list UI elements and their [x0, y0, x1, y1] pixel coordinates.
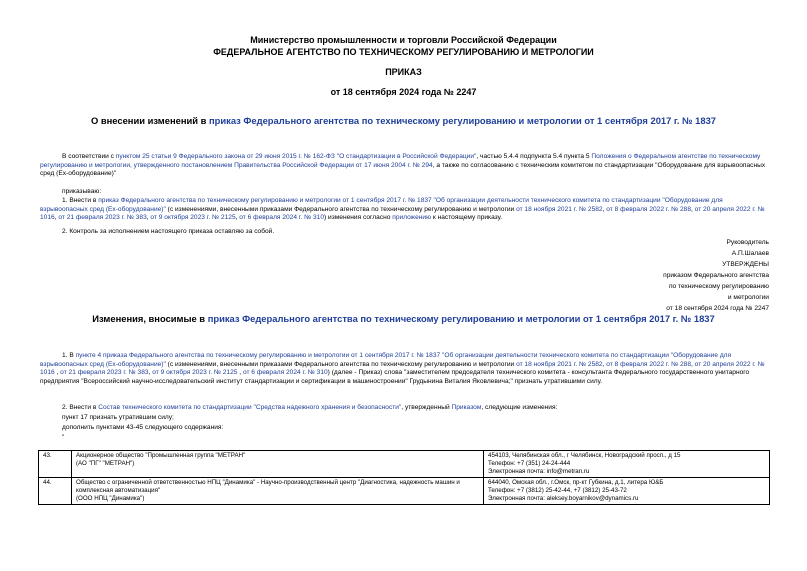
address: 644040, Омская обл., г.Омск, пр-кт Губкина, д.1, литера Ю&Б: [488, 479, 664, 486]
item-text: 2. Внести в: [62, 404, 99, 411]
appendix-link[interactable]: приложению: [392, 214, 432, 222]
annex-item-2: [40, 404, 770, 413]
annex-title-prefix: Изменения, вносимые в: [92, 313, 208, 324]
item-text: ,: [146, 214, 151, 222]
approved-line-4: от 18 сентября 2024 года № 2247: [666, 305, 769, 312]
order-item-2: 2. Контроль за исполнением настоящего приказа оставляю за собой.: [62, 228, 275, 235]
item-text: 1. Внести в: [62, 197, 99, 204]
organization-name: Акционерное общество "Промышленная группа "МЕТРАН": [76, 452, 246, 459]
organization-name: Общество с ограниченной ответственностью НПЦ "Динамика" - Научно-производственный центр "Диагностика, надежность машин и комплексная автоматизация": [76, 479, 460, 494]
annex-title: [0, 313, 807, 325]
table-row: [39, 451, 770, 478]
signature-name: А.П.Шалаев: [731, 250, 769, 257]
table-row: [39, 478, 770, 505]
amendment-link[interactable]: от 20 апреля 2022 г. № 1016: [40, 205, 765, 222]
amendment-link[interactable]: от 18 ноября 2021 г. № 2582: [516, 360, 603, 368]
regulation-link[interactable]: Положения о Федеральном агентстве по техническому регулированию и метрологии, утвержденного постановлением Правительства Российской Федерации от 17 июня 2004 г. № 294: [40, 153, 761, 169]
amendment-link[interactable]: от 21 февраля 2023 г. № 383: [58, 214, 147, 222]
approved-line-1: приказом Федерального агентства: [663, 272, 769, 279]
item-text: , утвержденный: [401, 404, 452, 411]
order-word: приказываю:: [62, 188, 102, 195]
organizations-table: [38, 450, 770, 505]
law-link[interactable]: пунктом 25 статьи 9 Федерального закона от 29 июня 2015 г. № 162-ФЗ "О стандартизации в Российской Федерации": [115, 153, 477, 160]
item-text: 1. В: [62, 352, 76, 359]
email: Электронная почта: info@metran.ru: [488, 468, 590, 475]
title-link[interactable]: приказ Федерального агентства по техническому регулированию и метрологии от 1 сентября 2017 г. № 1837: [208, 115, 717, 126]
item-text: ,: [54, 369, 61, 377]
annex-item-1: [40, 352, 770, 386]
item-text: ,: [148, 369, 153, 377]
amendment-link[interactable]: от 8 февраля 2022 г. № 288: [606, 360, 691, 368]
doc-type: ПРИКАЗ: [385, 67, 422, 77]
approved-line-3: и метрологии: [727, 294, 769, 301]
ministry-name: Министерство промышленности и торговли Российской Федерации: [250, 35, 557, 45]
email: Электронная почта: aleksey.boyarnikov@dynamics.ru: [488, 495, 639, 502]
item-text: ,: [602, 205, 607, 213]
order-link[interactable]: Приказом: [451, 404, 482, 411]
approved-label: УТВЕРЖДЕНЫ: [722, 261, 769, 268]
contacts-cell: [484, 478, 770, 505]
item-text: ,: [691, 360, 695, 368]
preamble-text: , а также по согласованию с техническим комитетом по стандартизации "Оборудование для взрывоопасных сред (Ех-оборудование)": [40, 161, 766, 178]
address: 454103, Челябинская обл., г Челябинск, Новоградский просп., д 15: [488, 452, 681, 459]
approved-line-2: по техническому регулированию: [668, 283, 769, 290]
item-text: , следующие изменения:: [481, 404, 558, 411]
amendment-link[interactable]: от 18 ноября 2021 г. № 2582: [516, 205, 603, 213]
amendment-link[interactable]: от 9 октября 2023 г. № 2125: [152, 369, 238, 377]
item-text: (с изменениями, внесенными приказами Федерального агентства по техническому регулированию и метрологии: [165, 205, 517, 213]
organization-name-cell: [72, 451, 484, 478]
amendment-link[interactable]: от 6 февраля 2024 г. № 310: [242, 369, 328, 377]
order-point-4-link[interactable]: пункте 4 приказа Федерального агентства по техническому регулированию и метрологии от 1 сентября 2017 г. № 1837 "Об организации деятельности технического комитета по стандартизации "Оборудование для взрывоопасных сред (Ех-оборудование)": [40, 352, 732, 368]
point-17-text: пункт 17 признать утратившим силу;: [62, 414, 174, 421]
committee-composition-link[interactable]: Состав технического комитета по стандартизации "Средства надежного хранения и безопасности": [98, 404, 402, 411]
order-item-1: [40, 197, 770, 223]
doc-date-number: от 18 сентября 2024 года № 2247: [330, 87, 477, 97]
item-text: ,: [237, 369, 243, 377]
item-text: ,: [54, 214, 59, 222]
item-text: ,: [602, 360, 607, 368]
phone: Телефон: +7 (3812) 25-42-44, +7 (3812) 25-43-72: [488, 487, 627, 494]
preamble-paragraph: [40, 153, 770, 179]
organization-name-cell: [72, 478, 484, 505]
phone: Телефон: +7 (351) 24-24-444: [488, 460, 571, 467]
item-text: ) (далее - Приказ) слова "заместителем председателя технического комитета - консультанта Федерального государственного унитарного предприятия "Всероссийский научно-исследовательский институт стандартизации и сертификации в машиностроении" Грудынина Виталия Яковлевича;" признать утратившими силу.: [40, 369, 750, 385]
annex-title-link[interactable]: приказ Федерального агентства по техническому регулированию и метрологии от 1 сентября 2017 г. № 1837: [207, 313, 715, 324]
item-text: к настоящему приказу.: [431, 214, 503, 222]
item-text: ,: [691, 205, 695, 213]
item-text: ) изменения согласно: [324, 214, 393, 222]
title-prefix: О внесении изменений в: [90, 115, 209, 126]
agency-name: ФЕДЕРАЛЬНОЕ АГЕНТСТВО ПО ТЕХНИЧЕСКОМУ РЕГУЛИРОВАНИЮ И МЕТРОЛОГИИ: [213, 47, 594, 57]
amendment-link[interactable]: от 20 апреля 2022 г. № 1016: [40, 360, 765, 377]
organization-short-name: (ООО НПЦ "Динамика"): [76, 495, 145, 502]
preamble-text: , частью 5.4.4 подпункта 5.4 пункта 5: [476, 153, 592, 160]
amendment-link[interactable]: от 6 февраля 2024 г. № 310: [239, 214, 325, 222]
quote-mark: ": [62, 434, 65, 441]
signature-role: Руководитель: [726, 239, 769, 246]
organization-short-name: (АО "ПГ" "МЕТРАН"): [76, 460, 135, 467]
order-1837-link[interactable]: приказ Федерального агентства по техническому регулированию и метрологии от 1 сентября 2017 г. № 1837 "Об организации деятельности технического комитета по стандартизации "Оборудование для взрывоопасных сред (Ех-оборудование)": [40, 197, 723, 213]
preamble-text: В соответствии с: [62, 153, 116, 160]
row-number: 44.: [39, 478, 72, 505]
amendment-link[interactable]: от 21 февраля 2023 г. № 383: [60, 369, 149, 377]
contacts-cell: [484, 451, 770, 478]
amendment-link[interactable]: от 8 февраля 2022 г. № 288: [606, 205, 691, 213]
add-points-text: дополнить пунктами 43-45 следующего содержания:: [62, 424, 224, 431]
row-number: 43.: [39, 451, 72, 478]
item-text: ,: [235, 214, 240, 222]
item-text: (с изменениями, внесенными приказами Федерального агентства по техническому регулированию и метрологии: [165, 360, 517, 368]
amendment-link[interactable]: от 9 октября 2023 г. № 2125: [150, 214, 236, 222]
page-title: [0, 115, 807, 127]
